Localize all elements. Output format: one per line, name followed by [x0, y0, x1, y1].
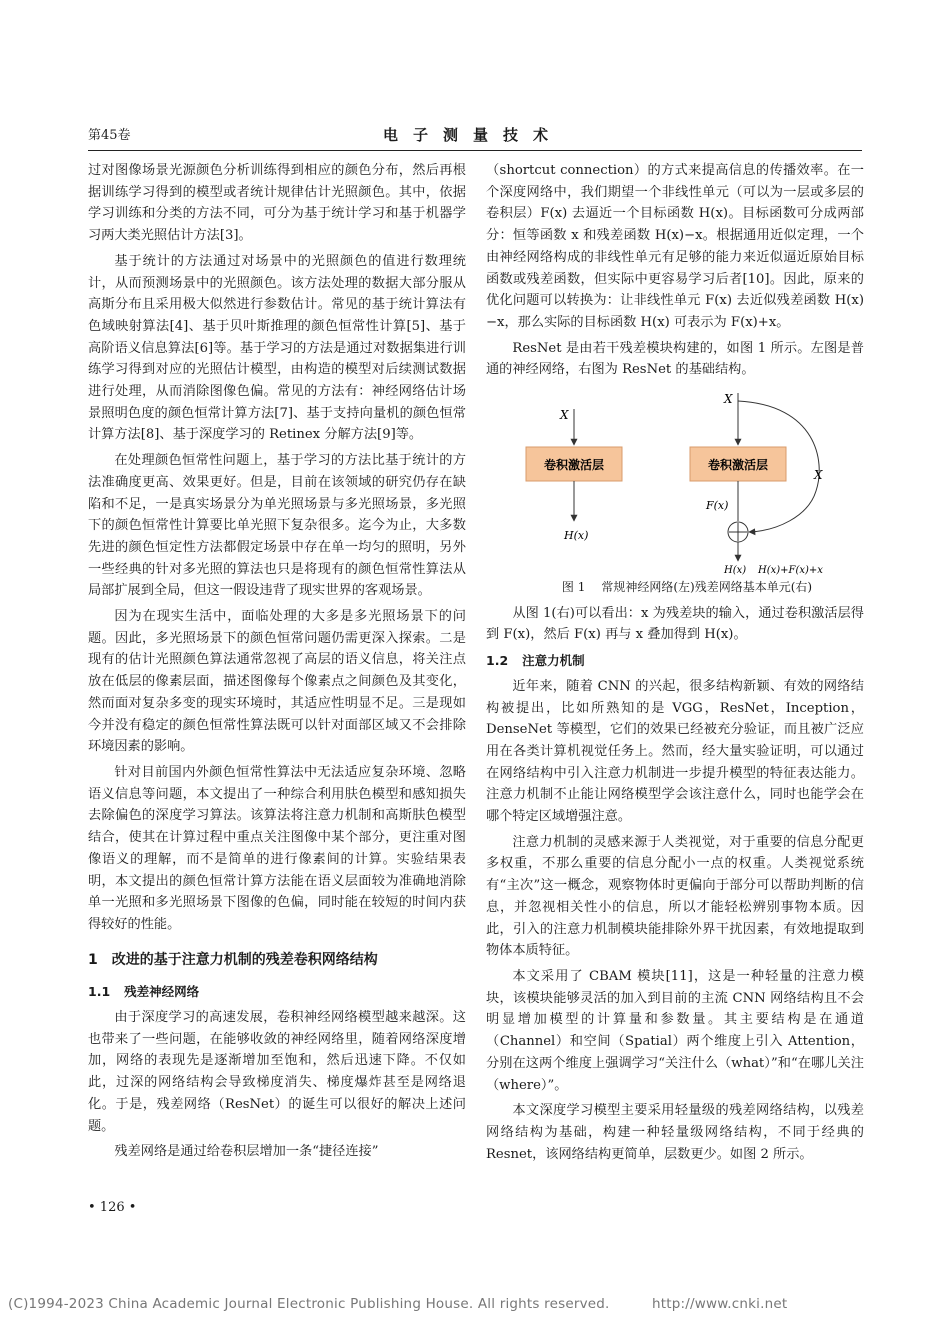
site-link[interactable]: http://www.cnki.net [652, 1296, 788, 1312]
figure-caption-text: 常规神经网络(左)残差网络基本单元(右) [601, 580, 813, 595]
section-title: 残差神经网络 [124, 984, 200, 1000]
right-input-label: X [724, 392, 733, 407]
left-output-label: H(x) [564, 529, 589, 543]
section-number: 1.2 [486, 653, 509, 669]
paragraph: ResNet 是由若干残差模块构建的，如图 1 所示。左图是普通的神经网络，右图为 ResNet 的基础结构。 [486, 340, 864, 378]
section-heading-1-1 [88, 981, 466, 1003]
paragraph: 本文采用了 CBAM 模块[11]，这是一种轻量的注意力模块，该模块能够灵活的加入到目前的主流 CNN 网络结构且不会明显增加模型的计算量和参数量。其主要结构是在通道（Channel）和空间（Spatial）两个维度上引入 Attention，分别在这两个维度上强调学习“关注什么（what）”和“在哪儿关注（where）”。 [486, 968, 864, 1093]
paragraph: 本文深度学习模型主要采用轻量级的残差网络结构，以残差网络结构为基础，构建一种轻量级网络结构，不同于经典的 Resnet，该网络结构更简单，层数更少。如图 2 所示。 [486, 1103, 864, 1162]
skip-label: X [814, 468, 823, 483]
right-output-hx: H(x) [724, 565, 747, 577]
paragraph: 在处理颜色恒常性问题上，基于学习的方法比基于统计的方法准确度更高、效果更好。但是，目前在该领域的研究仍存在缺陷和不足，一是真实场景分为单光照场景与多光照场景，多光照下的颜色恒常性计算要比单光照下复杂很多。迄今为止，大多数先进的颜色恒定性方法都假定场景中存在单一均匀的照明，另外一些经典的针对多光照的算法也只是将现有的颜色恒常性算法从局部扩展到全局，但这一假设违背了现实世界的客观场景。 [88, 453, 466, 599]
figure-caption [486, 577, 864, 599]
left-input-label: X [560, 408, 569, 423]
residual-diagram [486, 391, 864, 577]
paragraph: 残差网络是通过给卷积层增加一条“捷径连接” [114, 1144, 379, 1160]
header-rule [88, 150, 862, 151]
section-number: 1.1 [88, 984, 111, 1000]
section-number: 1 [88, 951, 98, 968]
journal-title: 电子测量技术 [382, 126, 563, 144]
copyright-text: (C)1994-2023 China Academic Journal Electronic Publishing House. All rights reserved. [8, 1296, 610, 1312]
paragraph: 由于深度学习的高速发展，卷积神经网络模型越来越深。这也带来了一些问题，在能够收敛的神经网络里，随着网络深度增加，网络的表现先是逐渐增加至饱和，然后迅速下降。不仅如此，过深的网络结构会导致梯度消失、梯度爆炸甚至是网络退化。于是，残差网络（ResNet）的诞生可以很好的解决上述问题。 [88, 1010, 466, 1134]
fx-label: F(x) [706, 499, 729, 513]
section-heading-1 [88, 950, 466, 972]
paragraph: 过对图像场景光源颜色分析训练得到相应的颜色分布，然后再根据训练学习得到的模型或者统计规律估计光照颜色。其中，依据学习训练和分类的方法不同，可分为基于统计学习和基于机器学习两大类光照估计方法[3]。 [88, 163, 466, 244]
running-header [88, 124, 858, 148]
left-conv-label: 卷积激活层 [543, 458, 605, 473]
right-conv-label: 卷积激活层 [707, 458, 769, 473]
figure-1 [486, 391, 864, 577]
left-column [88, 160, 466, 1167]
paragraph: 基于统计的方法通过对场景中的光照颜色的值进行数理统计，从而预测场景中的光照颜色。该方法处理的数据大部分服从高斯分布且采用极大似然进行参数估计。常见的基于统计算法有色域映射算法[4]、基于贝叶斯推理的颜色恒常性计算[5]、基于高阶语义信息算法[6]等。基于学习的方法是通过对数据集进行训练学习得到对应的光照估计模型，由构造的模型对后续测试数据进行处理，从而消除图像色偏。常见的方法有：神经网络估计场景照明色度的颜色恒常计算方法[7]、基于支持向量机的颜色恒常计算方法[8]、基于深度学习的 Retinex 分解方法[9]等。 [88, 253, 466, 443]
right-output-sum: H(x)+F(x)+x [758, 565, 823, 577]
figure-number: 图 1 [561, 580, 586, 595]
paragraph: 注意力机制的灵感来源于人类视觉，对于重要的信息分配更多权重，不那么重要的信息分配小一点的权重。人类视觉系统有“主次”这一概念，观察物体时更偏向于部分可以帮助判断的信息，并忽视相关性小的信息，所以才能轻松辨别事物本质。因此，引入的注意力机制模块能排除外界干扰因素，有效地提取到物体本质特征。 [486, 834, 864, 959]
paragraph: 针对目前国内外颜色恒常性算法中无法适应复杂环境、忽略语义信息等问题，本文提出了一种综合利用肤色模型和感知损失去除偏色的深度学习算法。该算法将注意力机制和高斯肤色模型结合，使其在计算过程中重点关注图像中某个部分，更注重对图像语义的理解，而不是简单的进行像素间的计算。实验结果表明，本文提出的颜色恒常计算方法能在语义层面较为准确地消除单一光照和多光照场景下图像的色偏，同时能在较短的时间内获得较好的性能。 [88, 764, 466, 932]
paragraph: 近年来，随着 CNN 的兴起，很多结构新颖、有效的网络结构被提出，比如所熟知的是 VGG，ResNet，Inception，DenseNet 等模型，它们的效果已经被充分验证，而且被广泛应用在各类计算机视觉任务上。然而，经大量实验证明，可以通过在网络结构中引入注意力机制进一步提升模型的特征表达能力。注意力机制不止能让网络模型学会该注意什么，同时也能学会在哪个特定区域增强注意。 [486, 678, 864, 825]
paragraph: 因为在现实生活中，面临处理的大多是多光照场景下的问题。因此，多光照场景下的颜色恒常问题仍需更深入探索。二是现有的估计光照颜色算法通常忽视了高层的语义信息，将关注点放在低层的像素层面，描述图像每个像素点之间颜色及其变化，然而面对复杂多变的现实环境时，其适应性明显不足。三是现如今并没有稳定的颜色恒常性算法既可以针对面部区域又不会排除环境因素的影响。 [88, 609, 466, 755]
paragraph: （shortcut connection）的方式来提高信息的传播效率。在一个深度网络中，我们期望一个非线性单元（可以为一层或多层的卷积层）F(x) 去逼近一个目标函数 H(x)。目标函数可分成两部分：恒等函数 x 和残差函数 H(x)−x。根据通用近似定理，一个由神经网络构成的非线性单元有足够的能力来近似逼近原始目标函数或残差函数，但实际中更容易学习后者[10]。因此，原来的优化问题可以转换为：让非线性单元 F(x) 去近似残差函数 H(x)−x，那么实际的目标函数 H(x) 可表示为 F(x)+x。 [486, 163, 864, 330]
paragraph: 从图 1(右)可以看出：x 为残差块的输入，通过卷积激活层得到 F(x)，然后 F(x) 再与 x 叠加得到 H(x)。 [486, 605, 864, 643]
footer [8, 1296, 788, 1312]
section-title: 改进的基于注意力机制的残差卷积网络结构 [111, 951, 378, 968]
volume-label: 第45卷 [88, 128, 131, 143]
section-title: 注意力机制 [522, 653, 585, 669]
right-column [486, 160, 864, 1169]
page-number: • 126 • [88, 1200, 137, 1215]
section-heading-1-2 [486, 650, 864, 672]
